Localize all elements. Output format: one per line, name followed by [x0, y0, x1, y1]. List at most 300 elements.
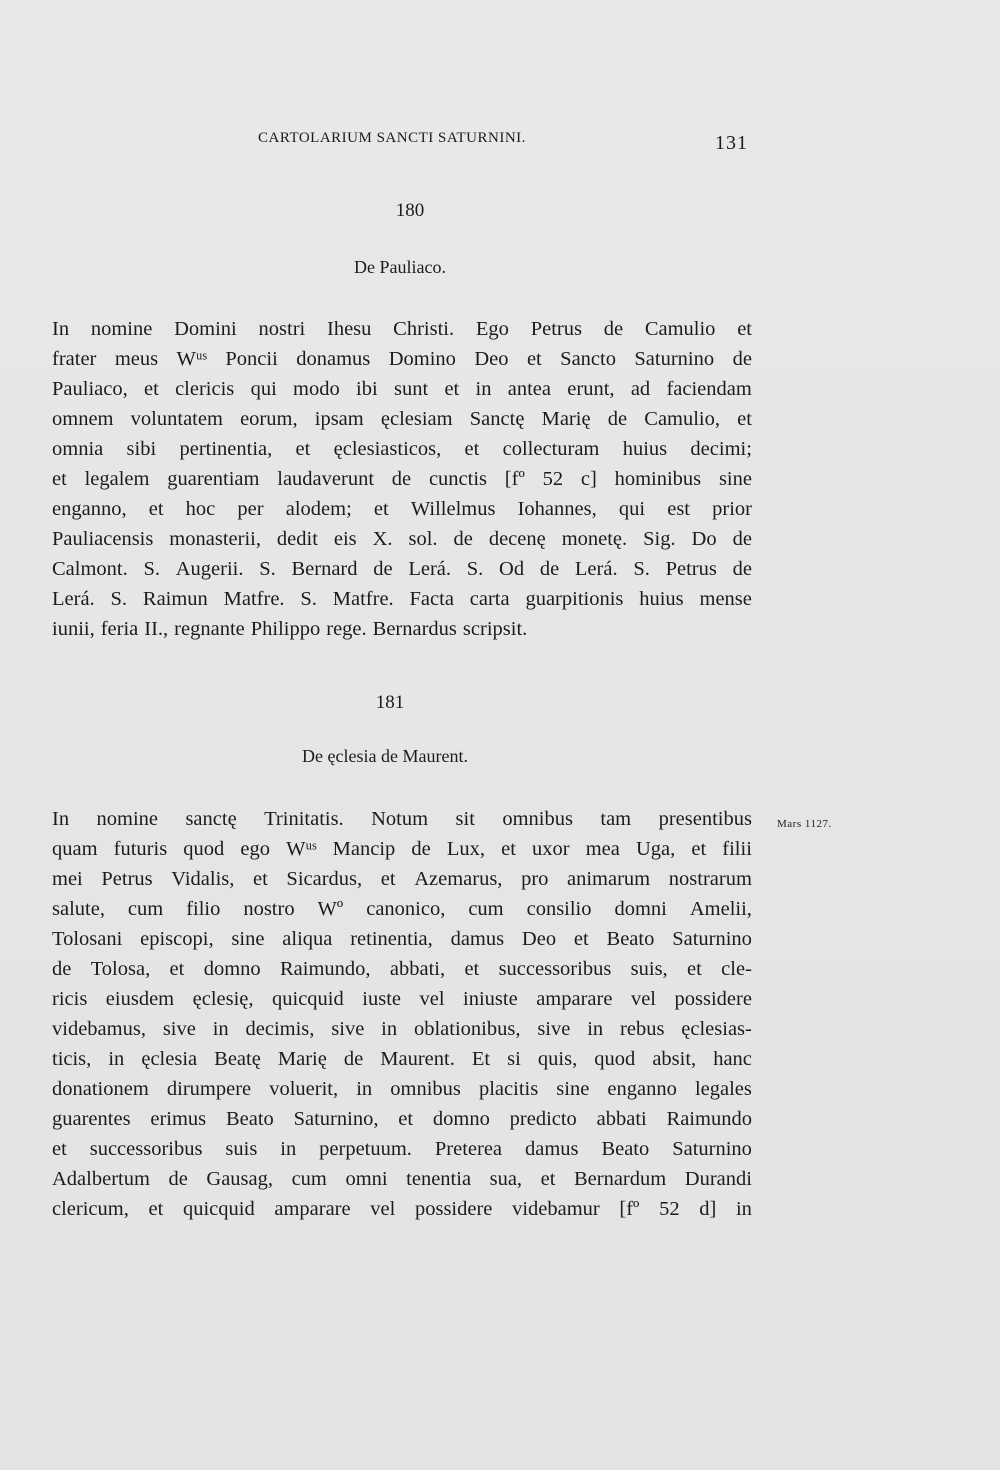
word: Petrus [665, 558, 717, 580]
word: cum [468, 898, 504, 920]
word: antea [507, 378, 551, 400]
word: Willelmus [410, 498, 496, 520]
word: domno [432, 1108, 490, 1130]
text-line [52, 804, 752, 834]
word: laudaverunt [277, 468, 375, 490]
word: quod [183, 838, 225, 860]
word: decenę [488, 528, 546, 550]
word: animarum [567, 868, 651, 890]
word: Trinitatis. [264, 808, 344, 830]
word: et [464, 438, 480, 460]
word: Notum [371, 808, 429, 830]
word: absit, [652, 1048, 697, 1070]
margin-date: Mars 1127. [777, 818, 832, 830]
word: et [464, 958, 480, 980]
word: meus [114, 348, 159, 370]
word: Saturnino [672, 1138, 752, 1160]
word: aliqua [282, 928, 333, 950]
word: qui [618, 498, 646, 520]
word: in [356, 1078, 373, 1100]
word: Marię [541, 408, 591, 430]
word: Raimundo, [279, 958, 371, 980]
word: tam [600, 808, 632, 830]
word: sunt [393, 378, 429, 400]
word: Uga, [635, 838, 676, 860]
word: omni [345, 1168, 388, 1190]
word: et [540, 1168, 556, 1190]
text-line [52, 1014, 752, 1044]
word: ticis, [52, 1048, 92, 1070]
word: et [144, 378, 159, 400]
word: Tolosa, [90, 958, 151, 980]
word: Raimun [142, 588, 208, 610]
word: et [691, 838, 707, 860]
word: in [475, 378, 492, 400]
text-line [52, 834, 752, 864]
word: in [735, 1198, 752, 1220]
word: legalem [84, 468, 150, 490]
word: 52 [542, 468, 564, 490]
word: Vidalis, [171, 868, 235, 890]
page-number: 131 [715, 132, 748, 154]
word: est [667, 498, 690, 520]
word: carta [469, 588, 510, 610]
word: Sig. [643, 528, 676, 550]
word: ęclesiasticos, [333, 438, 442, 460]
word: filii [722, 838, 752, 860]
word: omnem [52, 408, 114, 430]
word: pertinentia, [179, 438, 273, 460]
word: Augerii. [175, 558, 244, 580]
word: quod [594, 1048, 636, 1070]
word: Saturnino [634, 348, 715, 370]
word: S. [259, 558, 276, 580]
word: ibi [356, 378, 378, 400]
word: domno [203, 958, 261, 980]
word: nostro [243, 898, 295, 920]
word: sive [331, 1018, 365, 1040]
word: cum [127, 898, 164, 920]
word: Pauliacensis [52, 528, 154, 550]
word: Deo [474, 348, 509, 370]
text-line [52, 344, 752, 374]
section-number: 181 [375, 692, 405, 713]
word: Petrus [101, 868, 153, 890]
word: predicto [509, 1108, 577, 1130]
word: Calmont. [52, 558, 128, 580]
word: dirumpere [166, 1078, 252, 1100]
word: domni [614, 898, 667, 920]
word: de [168, 1168, 188, 1190]
word: guarentiam [167, 468, 260, 490]
word: cunctis [428, 468, 488, 490]
word: Saturnino [672, 928, 752, 950]
word: abbati [596, 1108, 647, 1130]
word: monasterii, [169, 528, 261, 550]
word: iunii, [52, 618, 95, 640]
word: possidere [414, 1198, 493, 1220]
word: Lerá. [574, 558, 618, 580]
word: Saturnino, [293, 1108, 379, 1130]
word: amparare [274, 1198, 351, 1220]
word: iniuste [463, 988, 518, 1010]
section-title: De Pauliaco. [354, 257, 446, 277]
word: consilio [526, 898, 592, 920]
word: Amelii, [689, 898, 752, 920]
text-line [52, 464, 752, 494]
word: Mancip [332, 838, 396, 860]
word: vel [419, 988, 445, 1010]
word: et [526, 348, 542, 370]
word: Durandi [684, 1168, 752, 1190]
word: presentibus [658, 808, 752, 830]
word: nostri [258, 318, 306, 340]
word: hanc [713, 1048, 752, 1070]
word: tenentia [406, 1168, 472, 1190]
word: videbamur [512, 1198, 600, 1220]
word: erimus [150, 1108, 207, 1130]
word: Beato [601, 1138, 650, 1160]
word: alodem; [285, 498, 352, 520]
word: Ihesu [327, 318, 372, 340]
word: [fº [504, 468, 525, 490]
word: donationem [52, 1078, 149, 1100]
word: perpetuum. [319, 1138, 412, 1160]
running-title: CARTOLARIUM SANCTI SATURNINI. [258, 130, 526, 146]
text-line [52, 1194, 752, 1224]
word: et [737, 318, 752, 340]
word: S. [110, 588, 128, 610]
text-line [52, 894, 752, 924]
word: et [148, 1198, 164, 1220]
text-line [52, 984, 752, 1014]
word: clericum, [52, 1198, 129, 1220]
word: sanctę [185, 808, 237, 830]
section-title: De ęclesia de Maurent. [302, 746, 468, 766]
word: de [391, 468, 412, 490]
word: et [52, 468, 67, 490]
word: possidere [674, 988, 752, 1010]
text-line [52, 374, 752, 404]
word: abbati, [389, 958, 446, 980]
word: decimis, [245, 1018, 315, 1040]
word: canonico, [366, 898, 446, 920]
text-line [52, 554, 752, 584]
word: et [169, 958, 185, 980]
word: Christi. [393, 318, 455, 340]
word: modo [293, 378, 340, 400]
word: Wᵘˢ [176, 348, 207, 370]
word: per [237, 498, 264, 520]
word: Tolosani [52, 928, 123, 950]
word: Pauliaco, [52, 378, 128, 400]
word: Sicardus, [286, 868, 363, 890]
word: suis [225, 1138, 258, 1160]
word: de [343, 1048, 364, 1070]
word: sua, [489, 1168, 523, 1190]
word: et [501, 838, 516, 860]
word: d] [699, 1198, 717, 1220]
word: oblationibus, [413, 1018, 521, 1040]
text-line [52, 494, 752, 524]
word: S. [300, 588, 317, 610]
word: et [444, 378, 460, 400]
word: hominibus [614, 468, 702, 490]
word: Marię [277, 1048, 327, 1070]
word: pro [521, 868, 549, 890]
word: ęclesiam [380, 408, 453, 430]
word: prior [712, 498, 752, 520]
charter-text-180 [52, 314, 752, 644]
word: Do [691, 528, 717, 550]
word: Wᵘˢ [286, 838, 317, 860]
word: iuste [362, 988, 401, 1010]
word: eis [333, 528, 357, 550]
word: et [373, 498, 389, 520]
word: eiusdem [105, 988, 175, 1010]
word: Lux, [446, 838, 486, 860]
word: retinentia, [350, 928, 433, 950]
word: Beatę [214, 1048, 261, 1070]
word: de [453, 528, 473, 550]
word: si [507, 1048, 521, 1070]
word: mense [699, 588, 752, 610]
word: sive [162, 1018, 196, 1040]
word: episcopi, [140, 928, 214, 950]
word: in [212, 1018, 229, 1040]
text-line [52, 1104, 752, 1134]
word: nomine [96, 808, 159, 830]
word: X. [372, 528, 393, 550]
text-line [52, 1074, 752, 1104]
text-line [52, 924, 752, 954]
word: de [607, 408, 628, 430]
word: donamus [296, 348, 371, 370]
section-number: 180 [395, 200, 425, 221]
text-line [52, 1044, 752, 1074]
word: Ego [475, 318, 509, 340]
word: de [603, 318, 624, 340]
word: ipsam [314, 408, 364, 430]
word: et [398, 1108, 414, 1130]
word: Preterea [434, 1138, 503, 1160]
word: erunt, [567, 378, 615, 400]
word: quis, [537, 1048, 578, 1070]
word: et [380, 868, 396, 890]
charter-text-181 [52, 804, 752, 1224]
text-line [52, 614, 752, 644]
word: quam [52, 838, 98, 860]
word: collecturam [502, 438, 600, 460]
word: in [108, 1048, 125, 1070]
word: Domini [174, 318, 237, 340]
word: et [687, 958, 702, 980]
word: sine [556, 1078, 590, 1100]
word: cle- [721, 958, 752, 980]
word: de [373, 558, 393, 580]
word: in [381, 1018, 398, 1040]
word: de [52, 958, 72, 980]
word: qui [250, 378, 277, 400]
word: c] [580, 468, 597, 490]
word: videbamus, [52, 1018, 146, 1040]
word: Petrus [530, 318, 582, 340]
text-line [52, 404, 752, 434]
word: hoc [185, 498, 216, 520]
word: Adalbertum [52, 1168, 150, 1190]
word: uxor [532, 838, 570, 860]
text-line [52, 524, 752, 554]
word: et [253, 868, 268, 890]
word: Lerá. [408, 558, 452, 580]
word: vel [630, 988, 656, 1010]
text-line [52, 584, 752, 614]
word: II., [144, 618, 169, 640]
word: omnibus [502, 808, 573, 830]
word: et [573, 928, 589, 950]
word: Bernardum [573, 1168, 667, 1190]
word: rege. [326, 618, 367, 640]
word: damus [450, 928, 505, 950]
word: futuris [113, 838, 168, 860]
word: et [295, 438, 311, 460]
word: sive [537, 1018, 571, 1040]
word: Bernard [291, 558, 358, 580]
word: de [539, 558, 560, 580]
word: Deo [521, 928, 557, 950]
word: Matfre. [332, 588, 394, 610]
word: Philippo [250, 618, 321, 640]
word: Matfre. [223, 588, 285, 610]
word: guarentes [52, 1108, 131, 1130]
word: sibi [126, 438, 157, 460]
word: Od [499, 558, 525, 580]
word: in [280, 1138, 297, 1160]
text-line [52, 434, 752, 464]
word: eorum, [240, 408, 298, 430]
word: ęclesia [141, 1048, 198, 1070]
word: et [52, 1138, 67, 1160]
word: 52 [659, 1198, 680, 1220]
word: ęclesię, [192, 988, 254, 1010]
word: salute, [52, 898, 105, 920]
word: sine [231, 928, 265, 950]
word: ricis [52, 988, 88, 1010]
word: legales [694, 1078, 752, 1100]
word: Maurent. [380, 1048, 455, 1070]
text-line [52, 1164, 752, 1194]
word: Domino [388, 348, 456, 370]
word: Camulio, [644, 408, 720, 430]
text-line [52, 864, 752, 894]
word: placitis [478, 1078, 539, 1100]
word: quicquid [272, 988, 344, 1010]
word: regnante [174, 618, 245, 640]
text-line [52, 314, 752, 344]
word: decimi; [690, 438, 752, 460]
word: rebus [620, 1018, 665, 1040]
word: Gausag, [206, 1168, 274, 1190]
word: Sancto [560, 348, 616, 370]
word: omnia [52, 438, 104, 460]
word: sol. [408, 528, 438, 550]
word: de [732, 558, 752, 580]
word: enganno [607, 1078, 677, 1100]
text-line [52, 1134, 752, 1164]
word: Bernardus [372, 618, 457, 640]
word: in [587, 1018, 604, 1040]
word: feria [100, 618, 139, 640]
word: guarpitionis [525, 588, 624, 610]
word: amparare [536, 988, 613, 1010]
word: [fº [619, 1198, 640, 1220]
word: nostrarum [668, 868, 752, 890]
word: monetę. [561, 528, 628, 550]
word: Lerá. [52, 588, 95, 610]
word: de [732, 528, 752, 550]
word: cum [291, 1168, 327, 1190]
word: enganno, [52, 498, 127, 520]
word: Raimundo [666, 1108, 752, 1130]
word: faciendam [666, 378, 752, 400]
word: Beato [225, 1108, 274, 1130]
word: frater [52, 348, 97, 370]
word: Facta [409, 588, 454, 610]
word: In [52, 318, 70, 340]
word: ad [630, 378, 651, 400]
word: suis, [630, 958, 668, 980]
word: clericis [175, 378, 235, 400]
word: S. [143, 558, 160, 580]
word: vel [370, 1198, 396, 1220]
word: Beato [606, 928, 655, 950]
word: Camulio [644, 318, 716, 340]
word: de [411, 838, 431, 860]
word: ego [240, 838, 271, 860]
word: Iohannes, [517, 498, 597, 520]
word: omnibus [390, 1078, 461, 1100]
word: huius [639, 588, 684, 610]
word: S. [633, 558, 650, 580]
word: Et [471, 1048, 491, 1070]
word: successoribus [498, 958, 612, 980]
word: et [148, 498, 164, 520]
word: sit [455, 808, 475, 830]
word: voluntatem [130, 408, 223, 430]
word: scripsit. [462, 618, 528, 640]
word: dedit [276, 528, 318, 550]
word: mea [585, 838, 620, 860]
word: filio [186, 898, 221, 920]
word: Sanctę [469, 408, 525, 430]
word: huius [622, 438, 668, 460]
word: de [732, 348, 752, 370]
word: S. [466, 558, 484, 580]
word: nomine [90, 318, 153, 340]
word: quicquid [182, 1198, 255, 1220]
word: Azemarus, [414, 868, 503, 890]
word: et [737, 408, 752, 430]
word: Poncii [225, 348, 278, 370]
word: In [52, 808, 70, 830]
word: damus [524, 1138, 579, 1160]
word: sine [718, 468, 752, 490]
word: mei [52, 868, 83, 890]
word: successoribus [89, 1138, 203, 1160]
word: ęclesias- [681, 1018, 752, 1040]
word: Wº [317, 898, 344, 920]
word: voluerit, [269, 1078, 339, 1100]
